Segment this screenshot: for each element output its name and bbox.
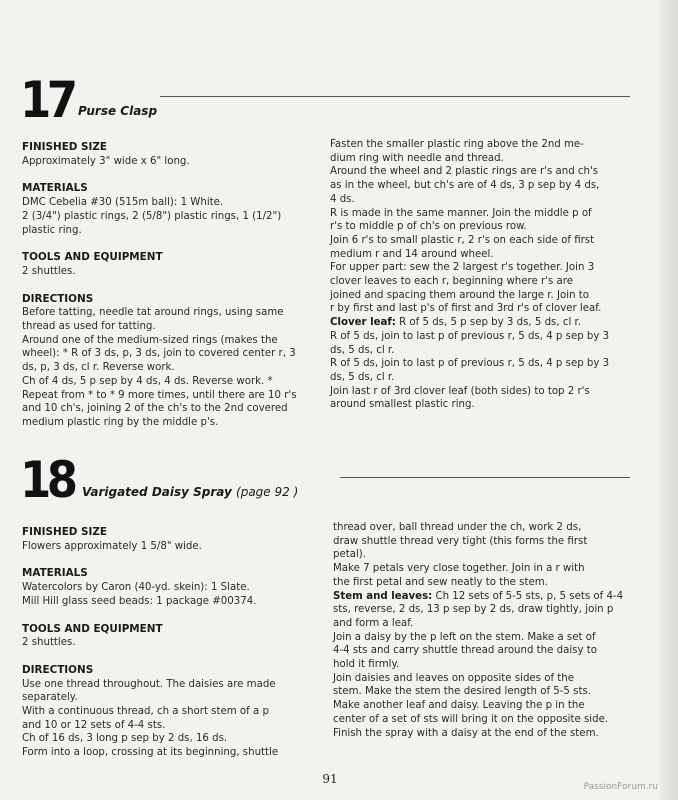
text-line: 2 shuttles. (22, 637, 76, 649)
line-text: Join a daisy by the p left on the stem. Make a set of (333, 631, 596, 643)
line-text: as in the wheel, but ch's are of 4 ds, 3 p sep by 4 ds, (330, 180, 600, 192)
section-18-page-ref: (page 92 ) (236, 485, 299, 499)
line-text: Join 6 r's to small plastic r, 2 r's on each side of first (330, 234, 595, 246)
line-text: R of 5 ds, join to last p of previous r, 5 ds, 4 p sep by 3 (330, 330, 610, 342)
text-block (22, 623, 322, 650)
line-text: R of 5 ds, 5 p sep by 3 ds, 5 ds, cl r. (395, 317, 581, 329)
block-heading: TOOLS AND EQUIPMENT (22, 622, 163, 635)
section-18-rule (340, 477, 630, 478)
block-heading: DIRECTIONS (22, 663, 94, 676)
bold-label: Clover leaf: (330, 317, 396, 329)
line-text: Join daisies and leaves on opposite sides of the (333, 672, 575, 684)
text-line (330, 344, 630, 358)
text-line: 2 (3/4") plastic rings, 2 (5/8") plastic rings, 1 (1/2") (22, 210, 282, 222)
line-text: the first petal and sew neatly to the stem. (333, 576, 548, 588)
text-line (333, 548, 633, 562)
text-line: Ch of 16 ds, 3 long p sep by 2 ds, 16 ds. (22, 733, 228, 745)
text-line: 2 shuttles. (22, 265, 76, 277)
line-text: medium r and 14 around wheel. (330, 248, 494, 260)
section-17-left-column (22, 141, 322, 444)
line-text: clover leaves to each r, beginning where r's are (330, 276, 573, 288)
text-line: Approximately 3" wide x 6" long. (22, 155, 190, 167)
text-line: Flowers approximately 1 5/8" wide. (22, 540, 202, 552)
text-line (330, 165, 630, 179)
line-text: petal). (333, 549, 367, 561)
line-text: Finish the spray with a daisy at the end of the stem. (333, 727, 599, 739)
text-line (333, 631, 633, 645)
line-text: For upper part: sew the 2 largest r's together. Join 3 (330, 262, 595, 274)
section-17-header (20, 71, 630, 129)
text-line (333, 562, 633, 576)
line-text: Ch 12 sets of 5-5 sts, p, 5 sets of 4-4 (432, 590, 624, 602)
block-heading: MATERIALS (22, 567, 88, 580)
line-text: 4-4 sts and carry shuttle thread around the daisy to (333, 645, 597, 657)
section-18-right-column (333, 521, 633, 740)
line-text: center of a set of sts will bring it on the opposite side. (333, 713, 609, 725)
line-text: R is made in the same manner. Join the middle p of (330, 207, 592, 219)
block-heading: FINISHED SIZE (22, 526, 108, 538)
line-text: ds, 5 ds, cl r. (330, 371, 395, 383)
text-line (333, 521, 633, 535)
line-text: 4 ds. (330, 193, 355, 205)
text-line: DMC Cebelia #30 (515m ball): 1 White. (22, 197, 224, 209)
line-text: r by first and last p's of first and 3rd r's of clover leaf. (330, 303, 602, 315)
text-block (22, 251, 322, 278)
text-line (333, 535, 633, 549)
text-line (333, 617, 633, 631)
text-line (333, 644, 633, 658)
text-line (333, 576, 633, 590)
text-line (333, 672, 633, 686)
text-line (333, 713, 633, 727)
text-line (330, 371, 630, 385)
text-line: Repeat from * to * 9 more times, until there are 10 r's (22, 389, 297, 401)
text-block (22, 664, 322, 760)
text-line: and 10 or 12 sets of 4-4 sts. (22, 719, 166, 731)
text-line (333, 699, 633, 713)
text-line: Ch of 4 ds, 5 p sep by 4 ds, 4 ds. Reverse work. * (22, 375, 273, 387)
line-text: draw shuttle thread very tight (this forms the first (333, 535, 588, 547)
text-line (333, 603, 633, 617)
line-text: Around the wheel and 2 plastic rings are r's and ch's (330, 166, 599, 178)
text-line (333, 590, 633, 604)
text-line: ds, p, 3 ds, cl r. Reverse work. (22, 362, 175, 374)
text-line: With a continuous thread, ch a short stem of a p (22, 706, 269, 718)
text-line: separately. (22, 692, 78, 704)
section-17-right-column (330, 138, 630, 412)
line-text: Fasten the smaller plastic ring above the 2nd me- (330, 139, 584, 150)
page-edge (660, 0, 678, 800)
text-block (22, 526, 322, 553)
text-block (22, 293, 322, 430)
text-line (330, 330, 630, 344)
section-18-title-text: Varigated Daisy Spray (82, 485, 232, 499)
text-line (330, 385, 630, 399)
text-line (330, 248, 630, 262)
block-heading: FINISHED SIZE (22, 141, 108, 153)
line-text: thread over, ball thread under the ch, work 2 ds, (333, 522, 582, 533)
watermark: PassionForum.ru (583, 782, 658, 792)
text-block (22, 567, 322, 608)
line-text: around smallest plastic ring. (330, 399, 475, 411)
text-line: wheel): * R of 3 ds, p, 3 ds, join to covered center r, 3 (22, 348, 296, 360)
text-line: Mill Hill glass seed beads: 1 package #00374. (22, 595, 257, 607)
text-line (333, 727, 633, 741)
text-line (330, 179, 630, 193)
text-line (330, 302, 630, 316)
text-block (22, 141, 322, 168)
line-text: r's to middle p of ch's on previous row. (330, 221, 527, 233)
text-line (330, 234, 630, 248)
line-text: joined and spacing them around the large r. Join to (330, 289, 590, 301)
text-line (330, 316, 630, 330)
line-text: stem. Make the stem the desired length of 5-5 sts. (333, 686, 591, 698)
text-line (330, 398, 630, 412)
section-17-number: 17 (20, 71, 74, 129)
text-line (330, 220, 630, 234)
text-line (330, 275, 630, 289)
section-18-left-column (22, 526, 322, 774)
text-block (22, 182, 322, 237)
bold-label: Stem and leaves: (333, 590, 433, 602)
text-line: plastic ring. (22, 224, 82, 236)
text-line (330, 193, 630, 207)
text-line (330, 357, 630, 371)
section-18-title (82, 485, 298, 499)
text-line: Use one thread throughout. The daisies are made (22, 678, 276, 690)
text-line (330, 138, 630, 152)
text-line: thread as used for tatting. (22, 321, 156, 333)
block-heading: TOOLS AND EQUIPMENT (22, 251, 163, 264)
line-text: R of 5 ds, join to last p of previous r, 5 ds, 4 p sep by 3 (330, 358, 610, 370)
text-line (330, 261, 630, 275)
line-text: Make 7 petals very close together. Join in a r with (333, 563, 585, 575)
text-line: Around one of the medium-sized rings (makes the (22, 334, 278, 346)
text-line (330, 207, 630, 221)
line-text: hold it firmly. (333, 659, 400, 671)
block-heading: MATERIALS (22, 182, 88, 195)
text-line (333, 685, 633, 699)
text-line: Watercolors by Caron (40-yd. skein): 1 Slate. (22, 582, 250, 594)
text-line: medium plastic ring by the middle p's. (22, 416, 219, 428)
text-line: Form into a loop, crossing at its beginning, shuttle (22, 747, 279, 759)
page-number: 91 (322, 772, 338, 786)
text-line (333, 658, 633, 672)
line-text: Join last r of 3rd clover leaf (both sides) to top 2 r's (330, 385, 590, 397)
section-18-number: 18 (20, 451, 74, 509)
block-heading: DIRECTIONS (22, 292, 94, 305)
line-text: dium ring with needle and thread. (330, 152, 504, 164)
line-text: ds, 5 ds, cl r. (330, 344, 395, 356)
text-line (330, 289, 630, 303)
line-text: Make another leaf and daisy. Leaving the p in the (333, 700, 585, 712)
section-17-rule (160, 96, 630, 97)
section-17-title: Purse Clasp (78, 104, 158, 118)
text-line: Before tatting, needle tat around rings, using same (22, 307, 284, 319)
section-18-header (20, 451, 630, 509)
text-line (330, 152, 630, 166)
line-text: and form a leaf. (333, 617, 414, 629)
text-line: and 10 ch's, joining 2 of the ch's to the 2nd covered (22, 403, 288, 415)
line-text: sts, reverse, 2 ds, 13 p sep by 2 ds, draw tightly, join p (333, 604, 614, 616)
